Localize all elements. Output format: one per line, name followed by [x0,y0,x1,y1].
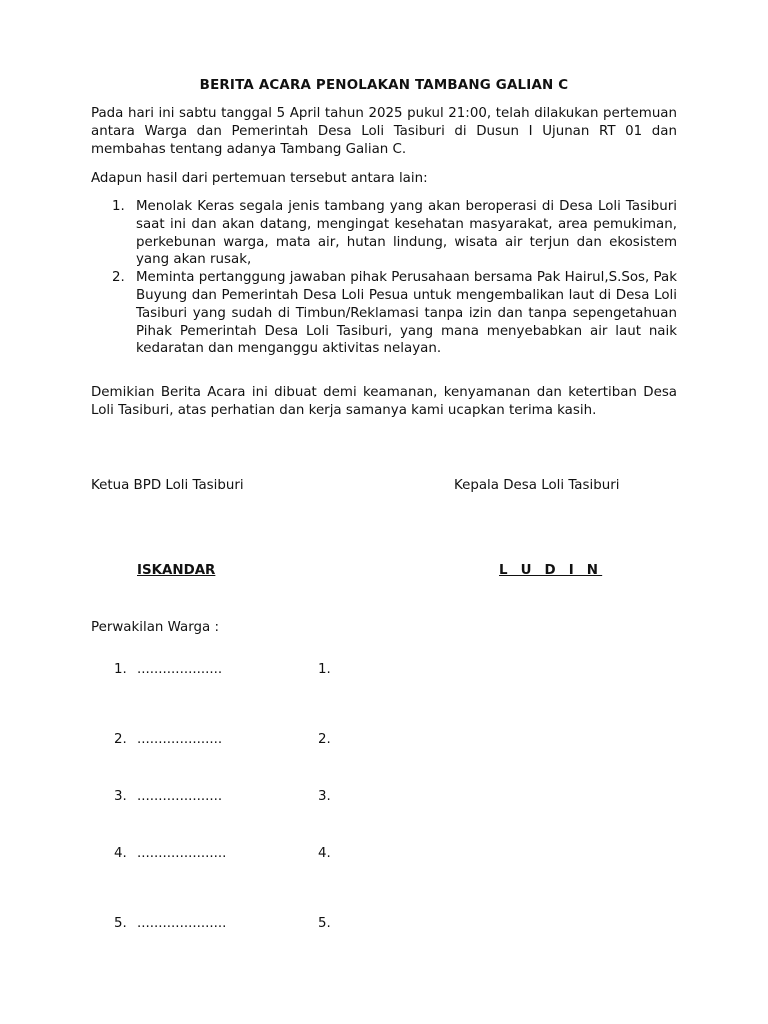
closing-paragraph: Demikian Berita Acara ini dibuat demi keamanan, kenyamanan dan ketertiban Desa Loli Tasiburi, atas perhatian dan kerja samanya kami ucapkan terima kasih. [91,385,677,418]
warga-row [0,789,768,807]
result-number: 2. [112,270,125,286]
warga-right-number: 5. [318,916,331,931]
warga-name-blank: .................... [137,732,223,747]
signature-title-left: Ketua BPD Loli Tasiburi [91,478,244,493]
document-title: BERITA ACARA PENOLAKAN TAMBANG GALIAN C [199,78,569,93]
warga-left-number: 5. [114,916,127,931]
signature-title-right: Kepala Desa Loli Tasiburi [454,478,620,493]
warga-name-blank: .................... [137,789,223,804]
opening-paragraph: Pada hari ini sabtu tanggal 5 April tahun 2025 pukul 21:00, telah dilakukan pertemuan antara Warga dan Pemerintah Desa Loli Tasiburi di Dusun I Ujunan RT 01 dan membahas tentang adanya Tambang Galian C. [91,106,677,157]
result-text: Menolak Keras segala jenis tambang yang akan beroperasi di Desa Loli Tasiburi saat ini dan akan datang, mengingat kesehatan masyarakat, area pemukiman, perkebunan warga, mata air, hutan lindung, wisata air terjun dan ekosistem yang akan rusak, [136,199,677,268]
signature-name-right: L U D I N [499,563,603,578]
warga-name-blank: ..................... [137,916,227,931]
results-list [91,198,677,358]
warga-right-number: 4. [318,846,331,861]
warga-row [0,846,768,864]
result-item [91,198,677,269]
result-item [91,269,677,358]
result-number: 1. [112,199,125,214]
results-intro: Adapun hasil dari pertemuan tersebut antara lain: [91,171,428,186]
warga-right-number: 2. [318,732,331,747]
warga-name-blank: .................... [137,662,223,677]
signature-name-left: ISKANDAR [137,563,216,578]
warga-row [0,662,768,680]
warga-right-number: 3. [318,789,331,804]
warga-row [0,732,768,750]
warga-left-number: 2. [114,732,127,747]
warga-left-number: 3. [114,789,127,804]
warga-label: Perwakilan Warga : [91,620,219,635]
warga-left-number: 4. [114,846,127,861]
warga-name-blank: ..................... [137,846,227,861]
warga-left-number: 1. [114,662,127,677]
warga-right-number: 1. [318,662,331,677]
result-text: Meminta pertanggung jawaban pihak Perusahaan bersama Pak Hairul,S.Sos, Pak Buyung dan Pemerintah Desa Loli Pesua untuk mengembalikan laut di Desa Loli Tasiburi yang sudah di Timbun/Reklamasi tanpa izin dan tanpa sepengetahuan Pihak Pemerintah Desa Loli Tasiburi, yang mana menyebabkan air laut naik kedaratan dan menganggu aktivitas nelayan. [136,270,677,357]
warga-row [0,916,768,934]
